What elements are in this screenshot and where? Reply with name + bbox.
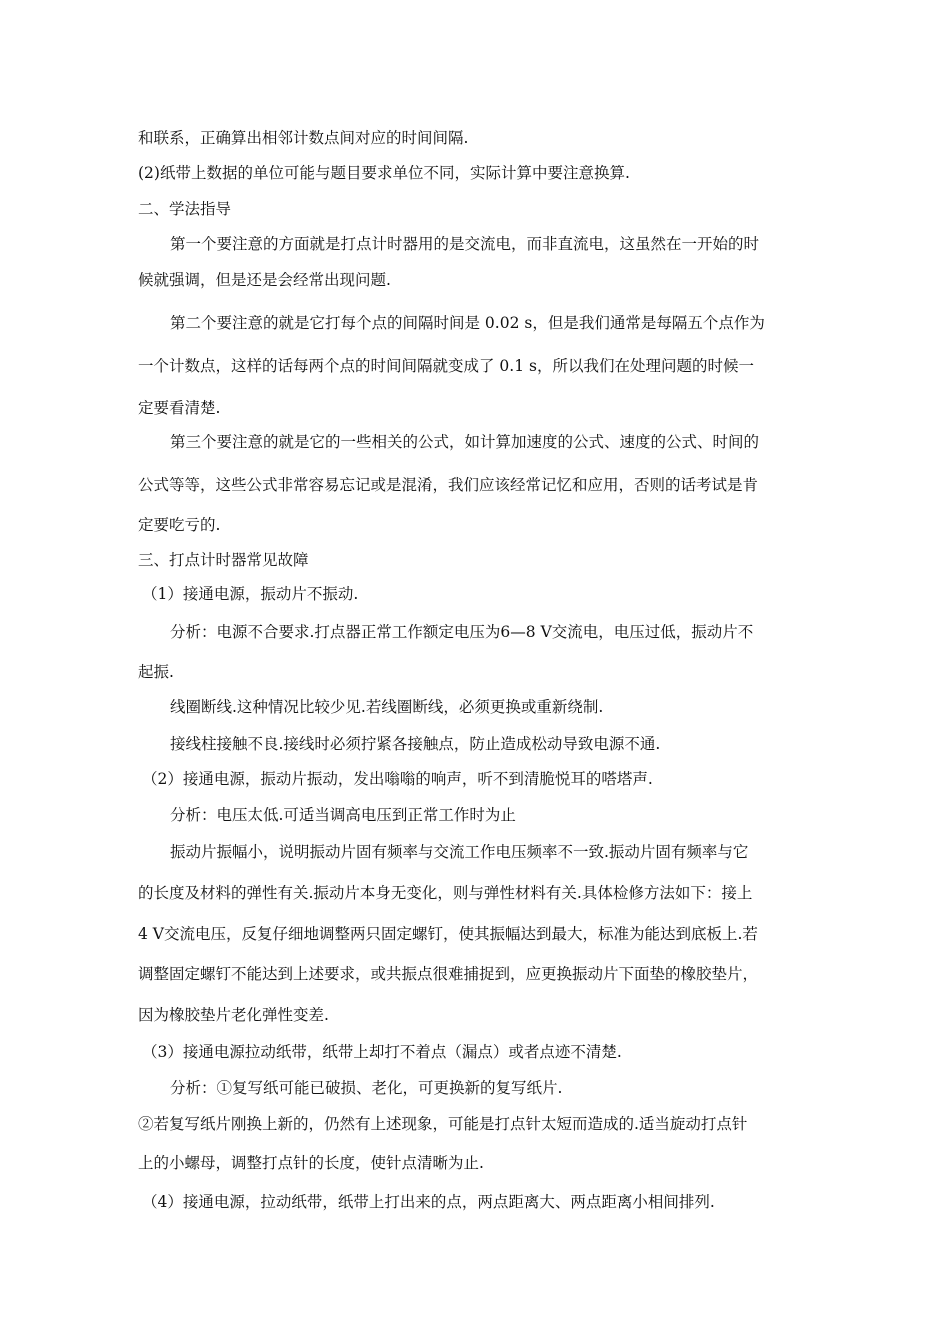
paragraph-line: 线圈断线.这种情况比较少见.若线圈断线，必须更换或重新绕制.	[170, 698, 604, 716]
paragraph-line: 振动片振幅小，说明振动片固有频率与交流工作电压频率不一致.振动片固有频率与它	[170, 843, 749, 861]
paragraph-line: 分析：电源不合要求.打点器正常工作额定电压为6—8 V交流电，电压过低，振动片不	[170, 623, 754, 641]
fault-item: （2）接通电源，振动片振动，发出嗡嗡的响声，听不到清脆悦耳的嗒塔声.	[142, 770, 653, 788]
paragraph-line: 起振.	[138, 663, 174, 681]
paragraph-line: 第三个要注意的就是它的一些相关的公式，如计算加速度的公式、速度的公式、时间的	[170, 433, 760, 451]
paragraph-line: 上的小螺母，调整打点针的长度，使针点清晰为止.	[138, 1154, 484, 1172]
fault-item: （3）接通电源拉动纸带，纸带上却打不着点（漏点）或者点迹不清楚.	[142, 1043, 622, 1061]
text-line: (2)纸带上数据的单位可能与题目要求单位不同，实际计算中要注意换算.	[138, 164, 630, 182]
paragraph-line: 4 V交流电压，反复仔细地调整两只固定螺钉，使其振幅达到最大，标准为能达到底板上.若	[138, 925, 758, 943]
paragraph-line: 接线柱接触不良.接线时必须拧紧各接触点，防止造成松动导致电源不通.	[170, 735, 661, 753]
paragraph-line: 定要看清楚.	[138, 399, 221, 417]
section-heading: 二、学法指导	[138, 200, 232, 218]
paragraph-line: 公式等等，这些公式非常容易忘记或是混淆，我们应该经常记忆和应用，否则的话考试是肯	[138, 476, 759, 494]
paragraph-line: 一个计数点，这样的话每两个点的时间间隔就变成了 0.1 s，所以我们在处理问题的时候一	[138, 357, 754, 375]
paragraph-line: 候就强调，但是还是会经常出现问题.	[138, 271, 391, 289]
paragraph-line: ②若复写纸片刚换上新的，仍然有上述现象，可能是打点针太短而造成的.适当旋动打点针	[138, 1115, 748, 1133]
paragraph-line: 分析：电压太低.可适当调高电压到正常工作时为止	[170, 806, 516, 824]
text-line: 和联系，正确算出相邻计数点间对应的时间间隔.	[138, 129, 469, 147]
paragraph-line: 调整固定螺钉不能达到上述要求，或共振点很难捕捉到，应更换振动片下面垫的橡胶垫片，	[138, 965, 759, 983]
section-heading: 三、打点计时器常见故障	[138, 551, 309, 569]
paragraph-line: 因为橡胶垫片老化弹性变差.	[138, 1006, 329, 1024]
paragraph-line: 定要吃亏的.	[138, 516, 221, 534]
paragraph-line: 第二个要注意的就是它打每个点的间隔时间是 0.02 s，但是我们通常是每隔五个点作为	[170, 314, 765, 332]
fault-item: （1）接通电源，振动片不振动.	[142, 585, 359, 603]
paragraph-line: 的长度及材料的弹性有关.振动片本身无变化，则与弹性材料有关.具体检修方法如下：接上	[138, 884, 753, 902]
fault-item: （4）接通电源，拉动纸带，纸带上打出来的点，两点距离大、两点距离小相间排列.	[142, 1193, 715, 1211]
paragraph-line: 第一个要注意的方面就是打点计时器用的是交流电，而非直流电，这虽然在一开始的时	[170, 235, 760, 253]
paragraph-line: 分析：①复写纸可能已破损、老化，可更换新的复写纸片.	[170, 1079, 563, 1097]
